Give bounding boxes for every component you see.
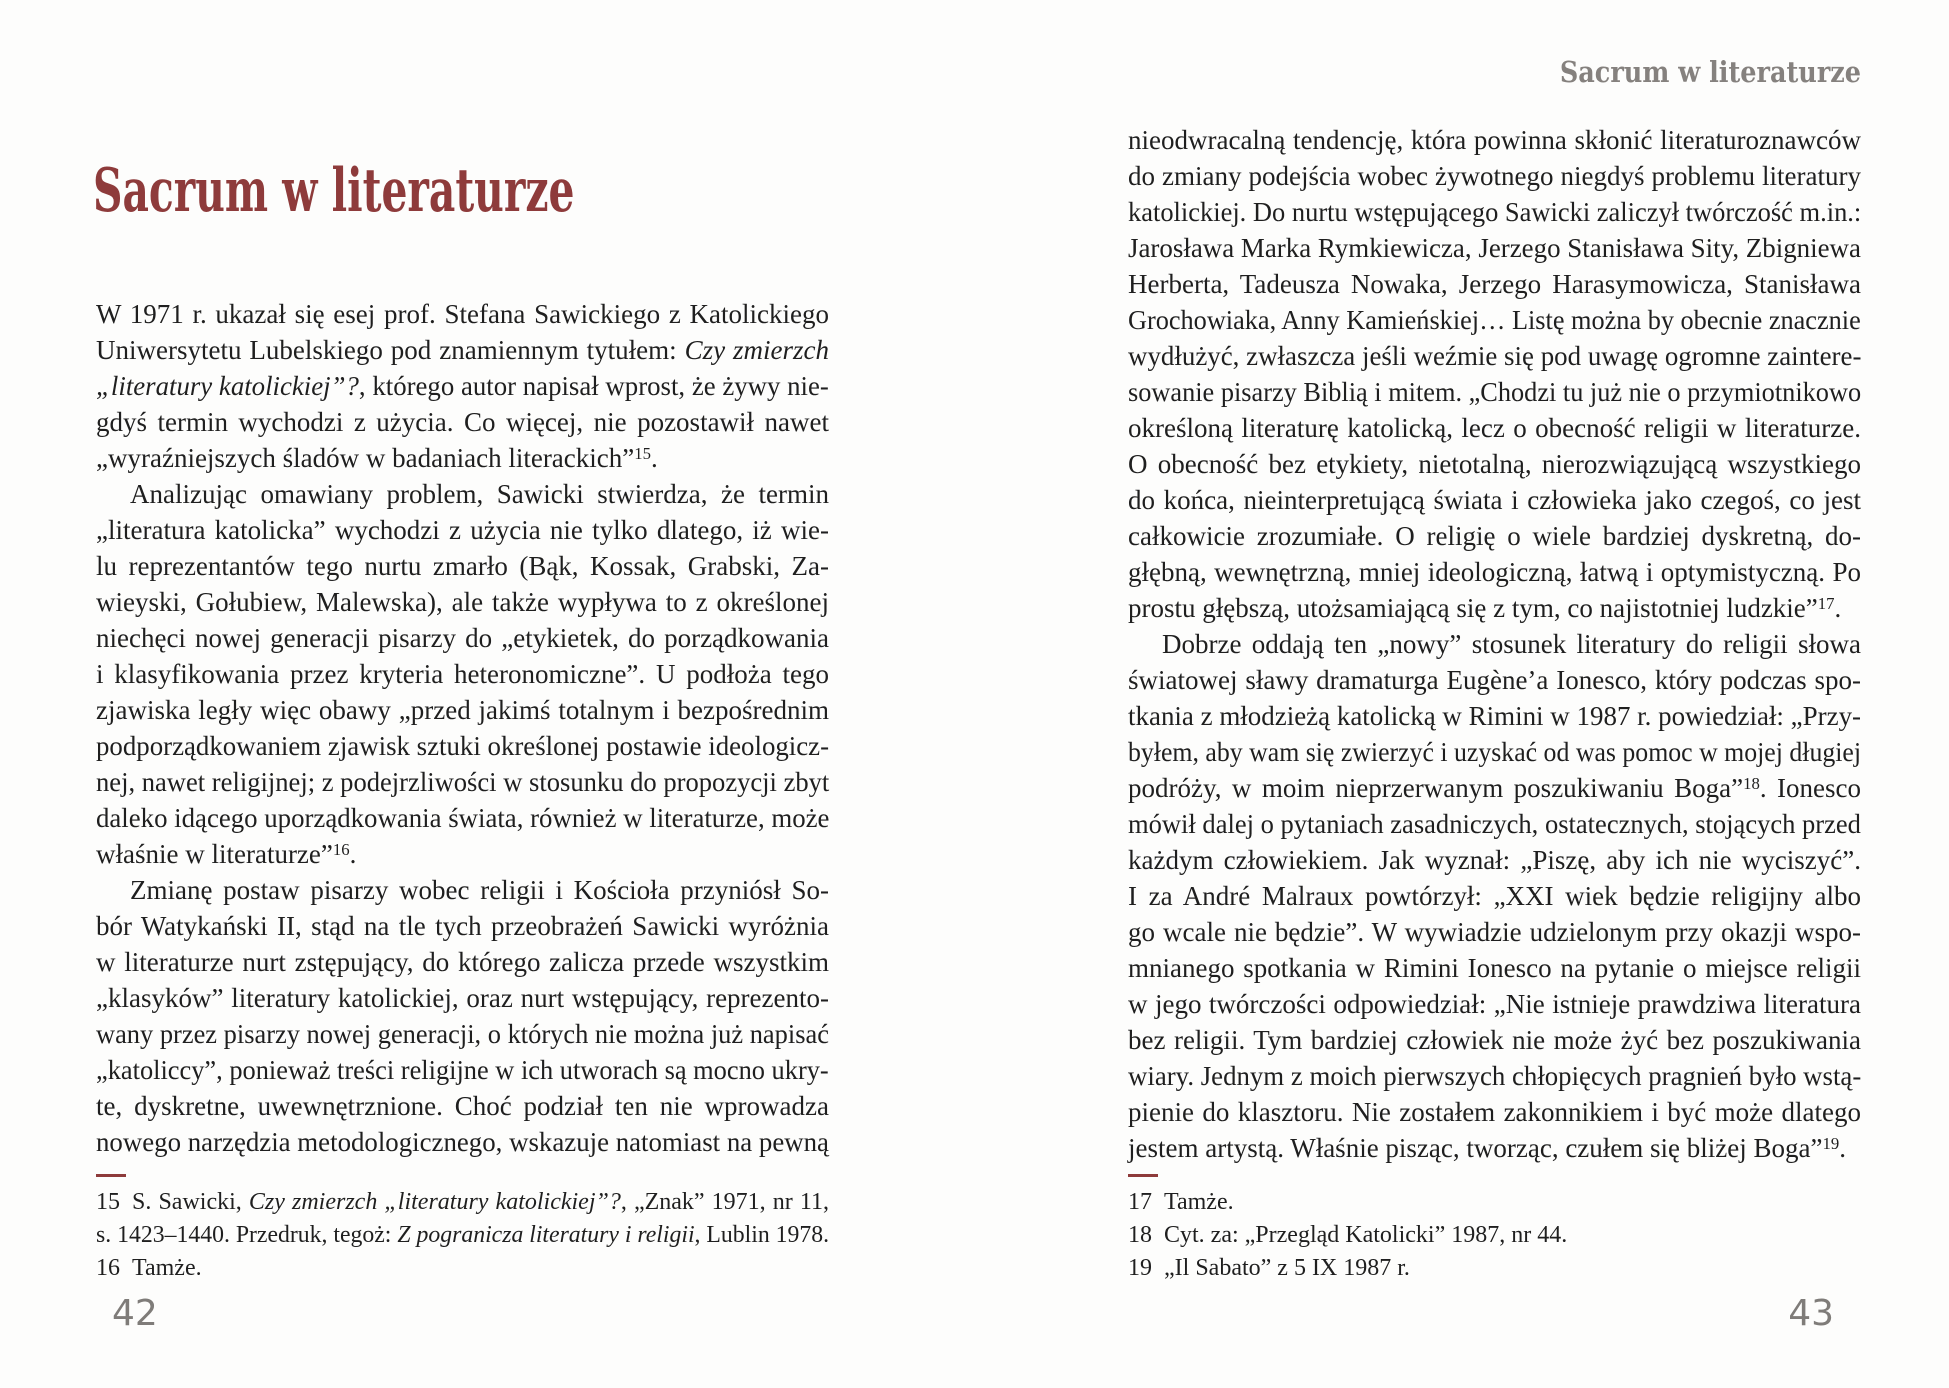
text-line: pienie do klasztoru. Nie zostałem zakonnikiem i być może dlatego (1128, 1097, 1861, 1127)
text-line: w literaturze nurt zstępujący, do którego zalicza przede wszystkim (96, 947, 829, 977)
text-line: każdym człowiekiem. Jak wyznał: „Piszę, aby ich nie wyciszyć”. (1128, 845, 1861, 875)
paragraph (96, 296, 829, 476)
text-line: wany przez pisarzy nowej generacji, o których nie można już napisać (96, 1019, 829, 1049)
footnote-separator (96, 1174, 126, 1177)
text-line: Analizując omawiany problem, Sawicki stwierdza, że termin (130, 479, 829, 509)
text-line: Herberta, Tadeusza Nowaka, Jerzego Harasymowicza, Stanisława (1128, 269, 1861, 299)
right-page-footnotes (1128, 1186, 1861, 1285)
text-line: I za André Malraux powtórzył: „XXI wiek będzie religijny albo (1128, 881, 1861, 911)
right-page-body (1128, 122, 1861, 1166)
text-line: gdyś termin wychodzi z użycia. Co więcej, nie pozostawił nawet (96, 407, 829, 437)
text-line: i klasyfikowania przez kryteria heteronomiczne”. U podłoża tego (96, 659, 829, 689)
text-line: 19 „Il Sabato” z 5 IX 1987 r. (1128, 1255, 1410, 1281)
left-page-footnotes (96, 1186, 829, 1285)
text-line: Grochowiaka, Anny Kamieńskiej… Listę można by obecnie znacznie (1128, 305, 1861, 335)
footnote-separator (1128, 1174, 1158, 1177)
text-line: bór Watykański II, stąd na tle tych przeobrażeń Sawicki wyróżnia (96, 911, 829, 941)
running-header: Sacrum w literaturze (1559, 55, 1861, 89)
chapter-title: Sacrum w literaturze (93, 156, 575, 227)
text-line: „literatury katolickiej”?, którego autor napisał wprost, że żywy nie- (96, 371, 829, 401)
text-line: właśnie w literaturze”$^{16}$. (96, 839, 357, 869)
text-line: nej, nawet religijnej; z podejrzliwości w stosunku do propozycji zbyt (96, 767, 830, 797)
text-line: mnianego spotkania w Rimini Ionesco na pytanie o miejsce religii (1128, 953, 1861, 983)
text-line: jestem artystą. Właśnie pisząc, tworząc, czułem się bliżej Boga”$^{19}$. (1128, 1133, 1846, 1163)
text-line: „katoliccy”, ponieważ treści religijne w ich utworach są mocno ukry- (96, 1055, 829, 1085)
text-line: 17 Tamże. (1128, 1189, 1234, 1215)
text-line: Dobrze oddają ten „nowy” stosunek literatury do religii słowa (1162, 629, 1861, 659)
text-line: w jego twórczości odpowiedział: „Nie istnieje prawdziwa literatura (1128, 989, 1861, 1019)
text-line: wydłużyć, zwłaszcza jeśli weźmie się pod uwagę ogromne zaintere- (1128, 341, 1862, 371)
text-line: 16 Tamże. (96, 1255, 202, 1281)
text-line: wieyski, Gołubiew, Malewska), ale także wypływa to z określonej (96, 587, 829, 617)
text-line: podróży, w moim nieprzerwanym poszukiwaniu Boga”$^{18}$. Ionesco (1128, 773, 1861, 803)
text-line: „literatura katolicka” wychodzi z użycia nie tylko dlatego, iż wie- (96, 515, 829, 545)
text-line: bez religii. Tym bardziej człowiek nie może żyć bez poszukiwania (1128, 1025, 1861, 1055)
text-line: 18 Cyt. za: „Przegląd Katolicki” 1987, nr 44. (1128, 1222, 1568, 1248)
text-line: całkowicie zrozumiałe. O religię o wiele bardziej dyskretną, do- (1128, 521, 1861, 551)
text-line: wiary. Jednym z moich pierwszych chłopięcych pragnień było wstą- (1128, 1061, 1862, 1091)
text-line: go wcale nie będzie”. W wywiadzie udzielonym przy okazji wspo- (1128, 917, 1861, 947)
text-line: do końca, nieinterpretującą świata i człowieka jako czegoś, co jest (1128, 485, 1861, 515)
text-line: podporządkowaniem zjawisk sztuki określonej postawie ideologicz- (96, 731, 830, 761)
page-number: 42 (112, 1293, 158, 1334)
text-line: Zmianę postaw pisarzy wobec religii i Kościoła przyniósł So- (130, 875, 829, 905)
text-line: nieodwracalną tendencję, która powinna skłonić literaturoznawców (1128, 125, 1861, 155)
text-line: nowego narzędzia metodologicznego, wskazuje natomiast na pewną (96, 1127, 829, 1157)
text-line: daleko idącego uporządkowania świata, również w literaturze, może (96, 803, 830, 833)
text-line: głębną, wewnętrzną, mniej ideologiczną, łatwą i optymistyczną. Po (1128, 557, 1861, 587)
text-line: niechęci nowej generacji pisarzy do „etykietek, do porządkowania (96, 623, 829, 653)
text-line: byłem, aby wam się zwierzyć i uzyskać od was pomoc w mojej długiej (1128, 737, 1862, 767)
text-line: określoną literaturę katolicką, lecz o obecność religii w literaturze. (1128, 413, 1861, 443)
page-number: 43 (1788, 1293, 1834, 1334)
text-line: mówił dalej o pytaniach zasadniczych, ostatecznych, stojących przed (1128, 809, 1861, 839)
text-line: prostu głębszą, utożsamiającą się z tym, co najistotniej ludzkie”$^{17}$. (1128, 593, 1842, 623)
paragraph (1128, 122, 1861, 626)
text-line: do zmiany podejścia wobec żywotnego niegdyś problemu literatury (1128, 161, 1861, 191)
left-page-body (96, 296, 829, 1160)
paragraph (1128, 626, 1861, 1166)
text-line: tkania z młodzieżą katolicką w Rimini w 1987 r. powiedział: „Przy- (1128, 701, 1862, 731)
paragraph (96, 476, 829, 872)
text-line: s. 1423–1440. Przedruk, tegoż: Z pogranicza literatury i religii, Lublin 1978. (96, 1222, 830, 1248)
text-line: Uniwersytetu Lubelskiego pod znamiennym tytułem: Czy zmierzch (96, 335, 829, 365)
text-line: katolickiej. Do nurtu wstępującego Sawicki zaliczył twórczość m.in.: (1128, 197, 1862, 227)
text-line: sowanie pisarzy Biblią i mitem. „Chodzi tu już nie o przymiotnikowo (1128, 377, 1862, 407)
text-line: zjawiska legły więc obawy „przed jakimś totalnym i bezpośrednim (96, 695, 829, 725)
text-line: 15 S. Sawicki, Czy zmierzch „literatury katolickiej”?, „Znak” 1971, nr 11, (96, 1189, 829, 1215)
text-line: Jarosława Marka Rymkiewicza, Jerzego Stanisława Sity, Zbigniewa (1128, 233, 1861, 263)
text-line: „klasyków” literatury katolickiej, oraz nurt wstępujący, reprezento- (96, 983, 829, 1013)
text-line: te, dyskretne, uwewnętrznione. Choć podział ten nie wprowadza (96, 1091, 829, 1121)
paragraph (1128, 1186, 1861, 1285)
text-line: lu reprezentantów tego nurtu zmarło (Bąk, Kossak, Grabski, Za- (96, 551, 829, 581)
paragraph (96, 872, 829, 1160)
text-line: W 1971 r. ukazał się esej prof. Stefana Sawickiego z Katolickiego (96, 299, 829, 329)
text-line: „wyraźniejszych śladów w badaniach literackich”$^{15}$. (96, 443, 658, 473)
text-line: światowej sławy dramaturga Eugène’a Ionesco, który podczas spo- (1128, 665, 1861, 695)
text-line: O obecność bez etykiety, nietotalną, nierozwiązującą wszystkiego (1128, 449, 1861, 479)
paragraph (96, 1186, 829, 1285)
